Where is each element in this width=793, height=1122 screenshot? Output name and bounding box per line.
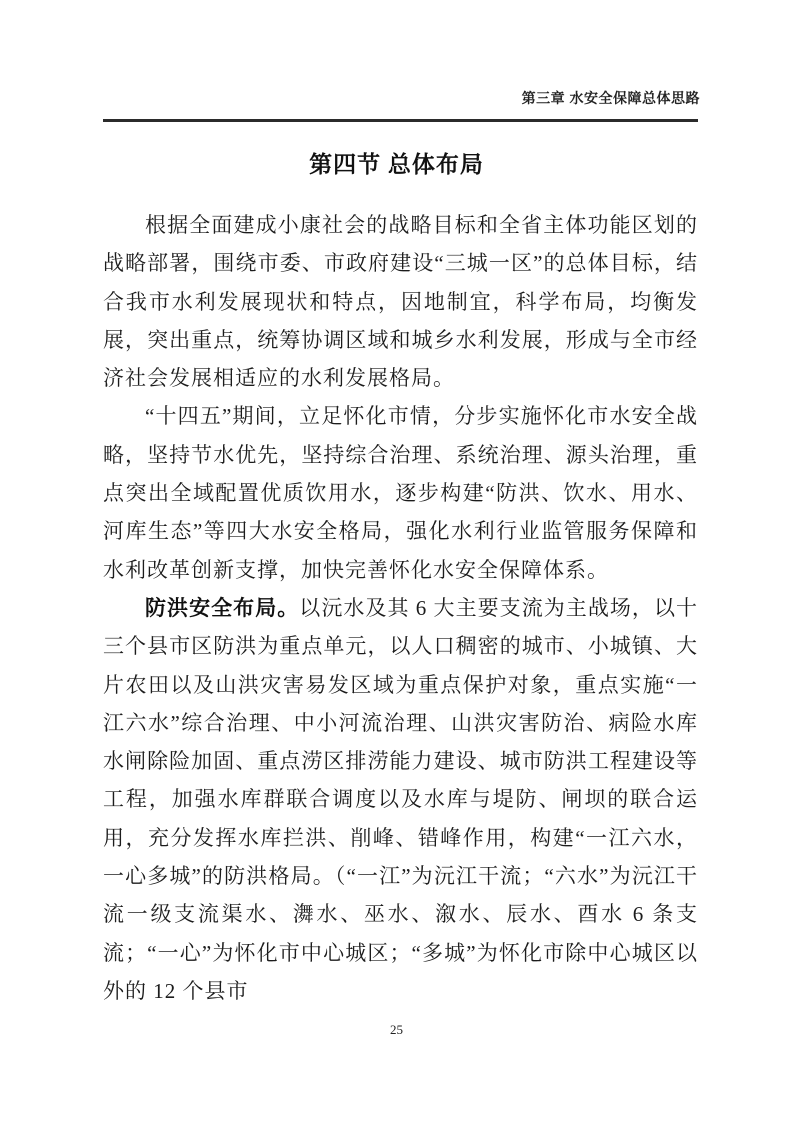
paragraph-1-text: 根据全面建成小康社会的战略目标和全省主体功能区划的战略部署，围绕市委、市政府建设“三城一区”的总体目标，结合我市水利发展现状和特点，因地制宜，科学布局，均衡发展，突出重点，统筹协调区域和城乡水利发展，形成与全市经济社会发展相适应的水利发展格局。 <box>103 213 698 391</box>
paragraph-2 <box>103 397 698 588</box>
paragraph-3-lead: 防洪安全布局。 <box>145 595 300 620</box>
paragraph-3-text: 以沅水及其 6 大主要支流为主战场，以十三个县市区防洪为重点单元，以人口稠密的城市、小城镇、大片农田以及山洪灾害易发区域为重点保护对象，重点实施“一江六水”综合治理、中小河流治理、山洪灾害防治、病险水库水闸除险加固、重点涝区排涝能力建设、城市防洪工程建设等工程，加强水库群联合调度以及水库与堤防、闸坝的联合运用，充分发挥水库拦洪、削峰、错峰作用，构建“一江六水，一心多城”的防洪格局。（“一江”为沅江干流；“六水”为沅江干流一级支流渠水、㵲水、巫水、溆水、辰水、酉水 6 条支流；“一心”为怀化市中心城区；“多城”为怀化市除中心城区以外的 12 个县市 <box>103 595 698 1003</box>
section-title: 第四节 总体布局 <box>309 152 484 177</box>
header-rule <box>103 119 698 122</box>
page-number: 25 <box>390 1022 403 1037</box>
body-text <box>103 206 698 1010</box>
running-header: 第三章 水安全保障总体思路 <box>521 90 700 106</box>
paragraph-3 <box>103 589 698 1010</box>
paragraph-1 <box>103 206 698 397</box>
paragraph-2-text: “十四五”期间，立足怀化市情，分步实施怀化市水安全战略，坚持节水优先，坚持综合治理、系统治理、源头治理，重点突出全域配置优质饮用水，逐步构建“防洪、饮水、用水、河库生态”等四大水安全格局，强化水利行业监管服务保障和水利改革创新支撑，加快完善怀化水安全保障体系。 <box>103 404 698 582</box>
